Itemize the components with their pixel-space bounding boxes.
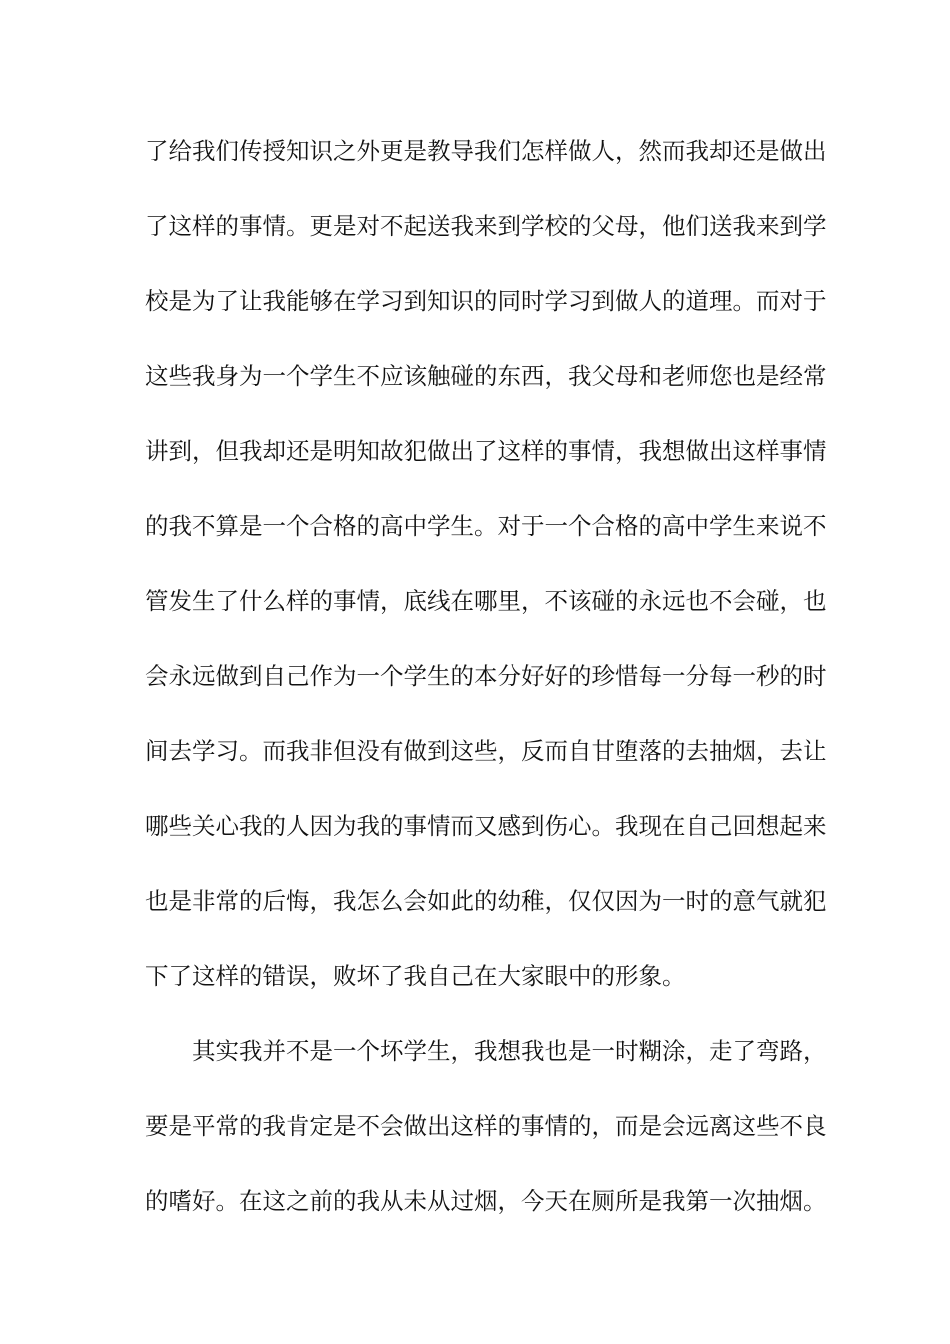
text-line: 了给我们传授知识之外更是教导我们怎样做人，然而我却还是做出: [145, 137, 827, 165]
text-line: 这些我身为一个学生不应该触碰的东西，我父母和老师您也是经常: [145, 362, 827, 390]
paragraph-end-line: 下了这样的错误，败坏了我自己在大家眼中的形象。: [145, 962, 686, 990]
text-line: 校是为了让我能够在学习到知识的同时学习到做人的道理。而对于: [145, 287, 827, 315]
text-line: 管发生了什么样的事情，底线在哪里，不该碰的永远也不会碰，也: [145, 587, 827, 615]
text-line: 间去学习。而我非但没有做到这些，反而自甘堕落的去抽烟，去让: [145, 737, 827, 765]
paragraph-start-line: 其实我并不是一个坏学生，我想我也是一时糊涂，走了弯路，: [192, 1037, 827, 1065]
text-line: 的我不算是一个合格的高中学生。对于一个合格的高中学生来说不: [145, 512, 827, 540]
text-line: 会永远做到自己作为一个学生的本分好好的珍惜每一分每一秒的时: [145, 662, 827, 690]
text-line: 了这样的事情。更是对不起送我来到学校的父母，他们送我来到学: [145, 212, 827, 240]
text-line: 哪些关心我的人因为我的事情而又感到伤心。我现在自己回想起来: [145, 812, 827, 840]
text-line: 要是平常的我肯定是不会做出这样的事情的，而是会远离这些不良: [145, 1112, 827, 1140]
body-text: [145, 128, 827, 1253]
text-line: 讲到，但我却还是明知故犯做出了这样的事情，我想做出这样事情: [145, 437, 827, 465]
text-line: 也是非常的后悔，我怎么会如此的幼稚，仅仅因为一时的意气就犯: [145, 887, 827, 915]
text-line: 的嗜好。在这之前的我从未从过烟，今天在厕所是我第一次抽烟。: [145, 1187, 827, 1215]
